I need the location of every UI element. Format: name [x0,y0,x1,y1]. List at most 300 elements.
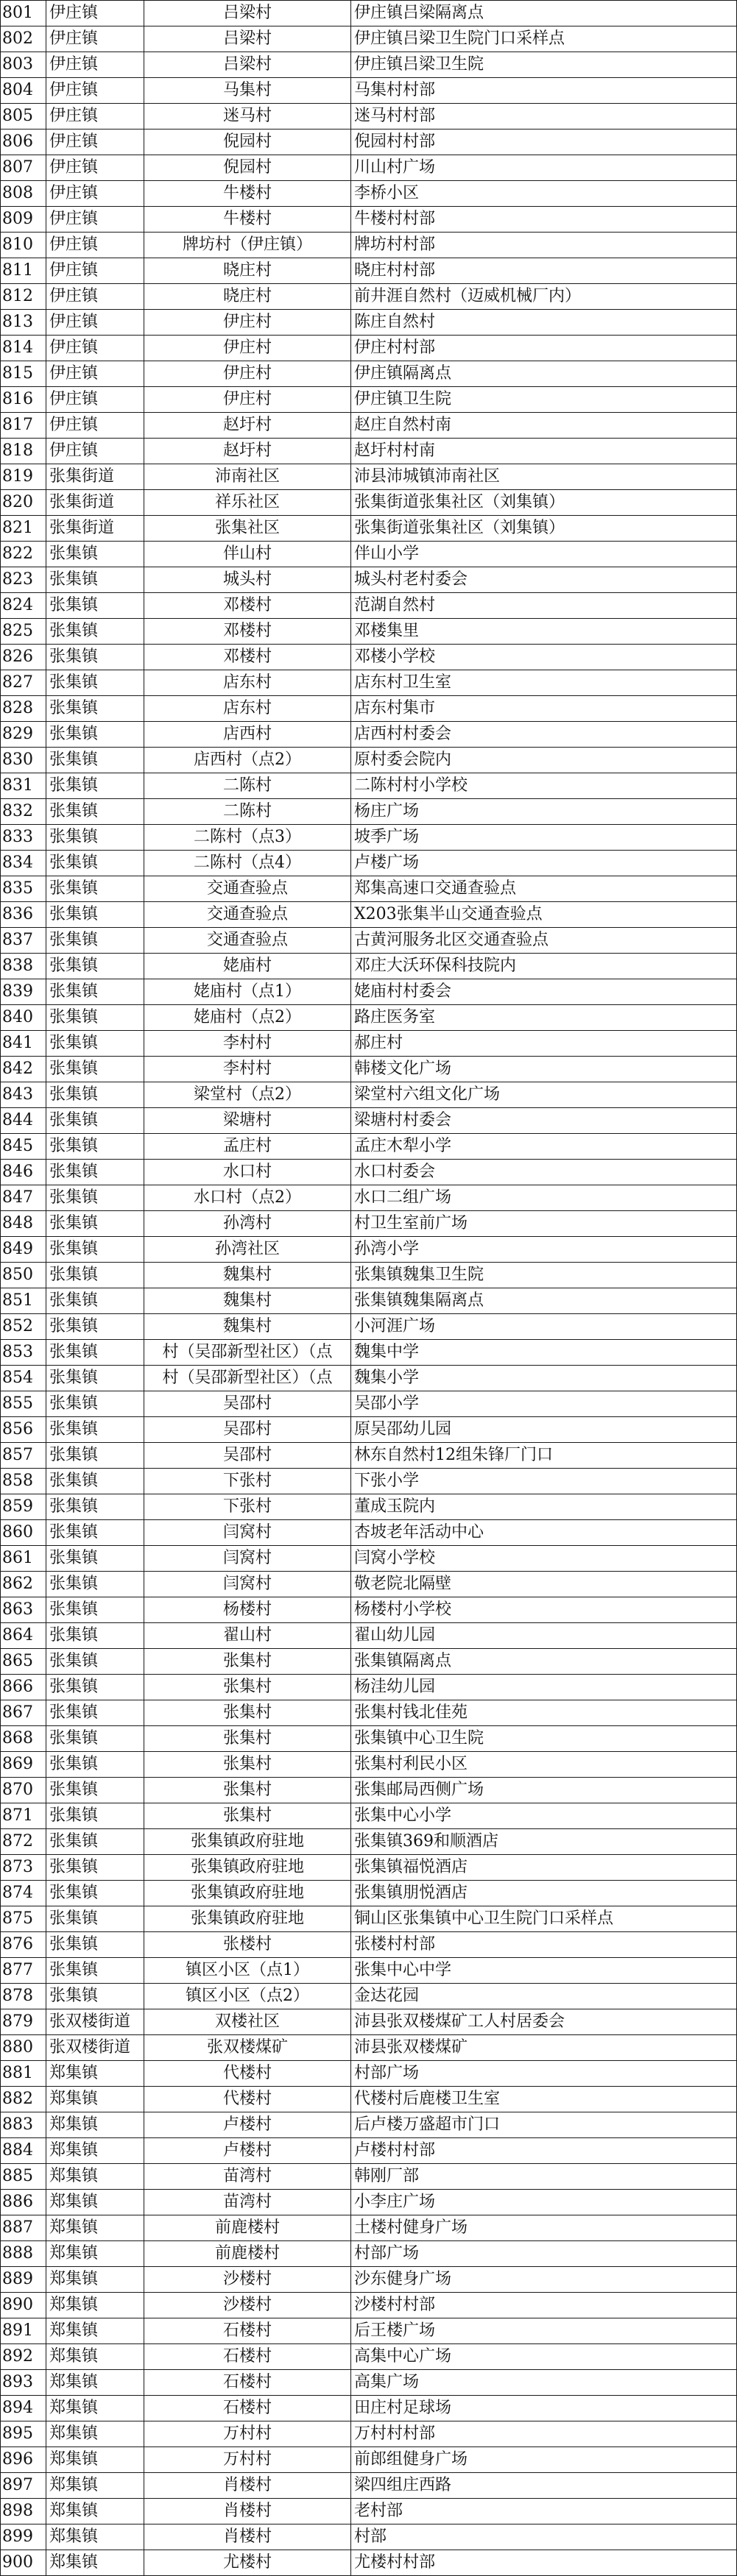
town-cell: 张集镇 [46,876,144,902]
village-cell: 梁堂村（点2） [144,1082,351,1108]
village-cell: 牌坊村（伊庄镇） [144,233,351,258]
row-number: 886 [1,2190,46,2215]
row-number: 887 [1,2215,46,2241]
table-row [1,1185,737,1211]
town-cell: 郑集镇 [46,2370,144,2396]
village-cell: 姥庙村 [144,954,351,979]
village-cell: 交通查验点 [144,876,351,902]
site-cell: 伊庄镇吕梁卫生院 [351,52,737,78]
table-row [1,1906,737,1932]
table-row [1,2524,737,2550]
town-cell: 张集镇 [46,902,144,928]
row-number: 894 [1,2396,46,2421]
table-row [1,1443,737,1469]
table-row [1,1700,737,1726]
village-cell: 前鹿楼村 [144,2241,351,2267]
village-cell: 杨楼村 [144,1597,351,1623]
town-cell: 张集镇 [46,696,144,722]
site-cell: 迷马村村部 [351,104,737,129]
village-cell: 张集村 [144,1803,351,1829]
site-cell: 二陈村村小学校 [351,773,737,799]
site-cell: 土楼村健身广场 [351,2215,737,2241]
town-cell: 郑集镇 [46,2447,144,2473]
table-row [1,722,737,748]
site-cell: 下张小学 [351,1469,737,1494]
village-cell: 张集镇政府驻地 [144,1855,351,1881]
row-number: 900 [1,2550,46,2576]
row-number: 803 [1,52,46,78]
table-row [1,1572,737,1597]
town-cell: 张集镇 [46,1082,144,1108]
table-row [1,464,737,490]
table-row [1,1546,737,1572]
site-cell: 沙东健身广场 [351,2267,737,2293]
row-number: 872 [1,1829,46,1855]
site-cell: 卢楼村村部 [351,2138,737,2164]
site-cell: 万村村村部 [351,2421,737,2447]
row-number: 863 [1,1597,46,1623]
row-number: 895 [1,2421,46,2447]
table-row [1,1082,737,1108]
village-cell: 前鹿楼村 [144,2215,351,2241]
row-number: 884 [1,2138,46,2164]
village-cell: 店西村 [144,722,351,748]
town-cell: 张集镇 [46,567,144,593]
site-cell: 水口二组广场 [351,1185,737,1211]
table-row [1,2396,737,2421]
table-row [1,387,737,413]
town-cell: 郑集镇 [46,2190,144,2215]
village-cell: 邓楼村 [144,619,351,645]
table-row [1,2190,737,2215]
town-cell: 伊庄镇 [46,181,144,207]
table-row [1,567,737,593]
village-cell: 沙楼村 [144,2267,351,2293]
row-number: 862 [1,1572,46,1597]
town-cell: 张集镇 [46,1700,144,1726]
row-number: 830 [1,748,46,773]
row-number: 805 [1,104,46,129]
table-row [1,207,737,233]
row-number: 822 [1,542,46,567]
table-row [1,104,737,129]
table-row [1,1237,737,1263]
table-row [1,1984,737,2009]
row-number: 847 [1,1185,46,1211]
row-number: 875 [1,1906,46,1932]
row-number: 853 [1,1340,46,1366]
town-cell: 伊庄镇 [46,336,144,361]
row-number: 815 [1,361,46,387]
table-row [1,954,737,979]
row-number: 834 [1,851,46,876]
town-cell: 张集镇 [46,1005,144,1031]
village-cell: 交通查验点 [144,902,351,928]
site-cell: 村卫生室前广场 [351,1211,737,1237]
site-cell: 郝庄村 [351,1031,737,1057]
site-cell: 张集镇中心卫生院 [351,1726,737,1752]
site-cell: 张集邮局西侧广场 [351,1778,737,1803]
row-number: 890 [1,2293,46,2318]
site-cell: 牛楼村村部 [351,207,737,233]
row-number: 801 [1,1,46,26]
site-cell: 孙湾小学 [351,1237,737,1263]
town-cell: 伊庄镇 [46,1,144,26]
row-number: 840 [1,1005,46,1031]
town-cell: 郑集镇 [46,2550,144,2576]
row-number: 811 [1,258,46,284]
village-cell: 吕梁村 [144,26,351,52]
site-cell: 小河涯广场 [351,1314,737,1340]
village-cell: 孙湾村 [144,1211,351,1237]
town-cell: 张集镇 [46,1340,144,1366]
site-cell: 后王楼广场 [351,2318,737,2344]
town-cell: 张集镇 [46,1829,144,1855]
table-row [1,1005,737,1031]
table-row [1,1314,737,1340]
site-cell: 马集村村部 [351,78,737,104]
town-cell: 张集镇 [46,1366,144,1391]
table-row [1,876,737,902]
town-cell: 张集镇 [46,1443,144,1469]
row-number: 823 [1,567,46,593]
town-cell: 张集镇 [46,1494,144,1520]
table-row [1,78,737,104]
row-number: 843 [1,1082,46,1108]
site-cell: X203张集半山交通查验点 [351,902,737,928]
site-cell: 尤楼村村部 [351,2550,737,2576]
table-row [1,1366,737,1391]
table-row [1,2164,737,2190]
row-number: 865 [1,1649,46,1675]
table-row [1,1855,737,1881]
table-row [1,2550,737,2576]
town-cell: 伊庄镇 [46,129,144,155]
row-number: 842 [1,1057,46,1082]
row-number: 818 [1,439,46,464]
village-cell: 张集村 [144,1700,351,1726]
row-number: 810 [1,233,46,258]
site-cell: 闫窝小学校 [351,1546,737,1572]
row-number: 861 [1,1546,46,1572]
table-row [1,2241,737,2267]
village-cell: 城头村 [144,567,351,593]
table-row [1,1417,737,1443]
village-cell: 伊庄村 [144,310,351,336]
town-cell: 郑集镇 [46,2215,144,2241]
row-number: 860 [1,1520,46,1546]
table-row [1,696,737,722]
village-cell: 梁塘村 [144,1108,351,1134]
site-cell: 张集镇隔离点 [351,1649,737,1675]
table-row [1,1211,737,1237]
site-cell: 翟山幼儿园 [351,1623,737,1649]
village-cell: 镇区小区（点1） [144,1958,351,1984]
site-cell: 魏集中学 [351,1340,737,1366]
village-cell: 店东村 [144,696,351,722]
town-cell: 郑集镇 [46,2344,144,2370]
table-row [1,155,737,181]
site-cell: 张集村钱北佳苑 [351,1700,737,1726]
town-cell: 张集镇 [46,1778,144,1803]
town-cell: 张集镇 [46,1031,144,1057]
village-cell: 祥乐社区 [144,490,351,516]
village-cell: 张集社区 [144,516,351,542]
row-number: 821 [1,516,46,542]
table-row [1,1134,737,1160]
site-cell: 沙楼村村部 [351,2293,737,2318]
site-cell: 前郎组健身广场 [351,2447,737,2473]
site-cell: 老村部 [351,2499,737,2524]
row-number: 878 [1,1984,46,2009]
town-cell: 张集镇 [46,748,144,773]
site-cell: 梁塘村村委会 [351,1108,737,1134]
village-cell: 石楼村 [144,2370,351,2396]
row-number: 832 [1,799,46,825]
row-number: 854 [1,1366,46,1391]
site-cell: 村部广场 [351,2061,737,2087]
village-cell: 沙楼村 [144,2293,351,2318]
row-number: 883 [1,2112,46,2138]
row-number: 891 [1,2318,46,2344]
table-row [1,2035,737,2061]
site-cell: 林东自然村12组朱锋厂门口 [351,1443,737,1469]
town-cell: 张集镇 [46,1906,144,1932]
row-number: 873 [1,1855,46,1881]
village-cell: 店西村（点2） [144,748,351,773]
village-cell: 吴邵村 [144,1391,351,1417]
table-row [1,1288,737,1314]
village-cell: 伊庄村 [144,336,351,361]
table-row [1,1597,737,1623]
site-cell: 邓楼小学校 [351,645,737,670]
row-number: 864 [1,1623,46,1649]
site-cell: 魏集小学 [351,1366,737,1391]
village-cell: 闫窝村 [144,1546,351,1572]
row-number: 824 [1,593,46,619]
row-number: 809 [1,207,46,233]
row-number: 820 [1,490,46,516]
site-cell: 张集街道张集社区（刘集镇） [351,490,737,516]
village-cell: 吕梁村 [144,52,351,78]
village-cell: 店东村 [144,670,351,696]
table-row [1,1881,737,1906]
row-number: 802 [1,26,46,52]
row-number: 851 [1,1288,46,1314]
row-number: 879 [1,2009,46,2035]
town-cell: 张集镇 [46,928,144,954]
site-cell: 张集村利民小区 [351,1752,737,1778]
row-number: 870 [1,1778,46,1803]
town-cell: 张集镇 [46,1417,144,1443]
row-number: 808 [1,181,46,207]
village-cell: 迷马村 [144,104,351,129]
village-cell: 伴山村 [144,542,351,567]
site-cell: 后卢楼万盛超市门口 [351,2112,737,2138]
village-cell: 李村村 [144,1031,351,1057]
site-cell: 路庄医务室 [351,1005,737,1031]
table-row [1,233,737,258]
village-cell: 吴邵村 [144,1417,351,1443]
site-cell: 伊庄镇隔离点 [351,361,737,387]
village-cell: 吕梁村 [144,1,351,26]
town-cell: 张集镇 [46,1803,144,1829]
village-cell: 张集村 [144,1778,351,1803]
town-cell: 张集镇 [46,1185,144,1211]
table-row [1,542,737,567]
table-row [1,1829,737,1855]
row-number: 869 [1,1752,46,1778]
town-cell: 张集镇 [46,1546,144,1572]
table-row [1,1726,737,1752]
row-number: 828 [1,696,46,722]
site-cell: 城头村老村委会 [351,567,737,593]
village-cell: 倪园村 [144,155,351,181]
site-cell: 赵庄自然村南 [351,413,737,439]
table-row [1,1057,737,1082]
site-cell: 店西村村委会 [351,722,737,748]
row-number: 825 [1,619,46,645]
site-cell: 杨洼幼儿园 [351,1675,737,1700]
town-cell: 张集镇 [46,1134,144,1160]
row-number: 846 [1,1160,46,1185]
village-cell: 肖楼村 [144,2524,351,2550]
row-number: 850 [1,1263,46,1288]
row-number: 839 [1,979,46,1005]
town-cell: 张集镇 [46,1649,144,1675]
row-number: 876 [1,1932,46,1958]
site-cell: 韩刚厂部 [351,2164,737,2190]
row-number: 892 [1,2344,46,2370]
site-cell: 陈庄自然村 [351,310,737,336]
site-cell: 郑集高速口交通查验点 [351,876,737,902]
village-cell: 尤楼村 [144,2550,351,2576]
site-cell: 吴邵小学 [351,1391,737,1417]
village-cell: 双楼社区 [144,2009,351,2035]
row-number: 844 [1,1108,46,1134]
site-cell: 邓楼集里 [351,619,737,645]
town-cell: 张集镇 [46,799,144,825]
town-cell: 郑集镇 [46,2112,144,2138]
village-cell: 赵圩村 [144,413,351,439]
table-row [1,2447,737,2473]
row-number: 838 [1,954,46,979]
table-row [1,26,737,52]
village-cell: 代楼村 [144,2061,351,2087]
site-cell: 孟庄木犁小学 [351,1134,737,1160]
town-cell: 张集镇 [46,1469,144,1494]
table-row [1,1263,737,1288]
site-cell: 村部广场 [351,2241,737,2267]
row-number: 812 [1,284,46,310]
town-cell: 张集街道 [46,516,144,542]
village-cell: 张集村 [144,1675,351,1700]
row-number: 814 [1,336,46,361]
site-cell: 伊庄镇吕梁卫生院门口采样点 [351,26,737,52]
town-cell: 郑集镇 [46,2267,144,2293]
village-cell: 万村村 [144,2447,351,2473]
row-number: 848 [1,1211,46,1237]
village-cell: 马集村 [144,78,351,104]
town-cell: 张集镇 [46,1752,144,1778]
village-cell: 伊庄村 [144,387,351,413]
table-row [1,413,737,439]
table-row [1,2473,737,2499]
village-cell: 晓庄村 [144,284,351,310]
table-row [1,2009,737,2035]
town-cell: 伊庄镇 [46,310,144,336]
row-number: 893 [1,2370,46,2396]
village-cell: 张集村 [144,1752,351,1778]
site-cell: 张集镇朋悦酒店 [351,1881,737,1906]
town-cell: 伊庄镇 [46,361,144,387]
table-row [1,516,737,542]
row-number: 807 [1,155,46,181]
town-cell: 张集镇 [46,1160,144,1185]
site-cell: 晓庄村村部 [351,258,737,284]
row-number: 829 [1,722,46,748]
town-cell: 张集镇 [46,1597,144,1623]
town-cell: 张集镇 [46,1932,144,1958]
town-cell: 郑集镇 [46,2473,144,2499]
table-row [1,670,737,696]
town-cell: 郑集镇 [46,2421,144,2447]
table-row [1,619,737,645]
table-row [1,593,737,619]
row-number: 888 [1,2241,46,2267]
town-cell: 张集镇 [46,1572,144,1597]
site-cell: 张楼村村部 [351,1932,737,1958]
row-number: 874 [1,1881,46,1906]
site-cell: 田庄村足球场 [351,2396,737,2421]
site-cell: 张集镇魏集隔离点 [351,1288,737,1314]
village-cell: 翟山村 [144,1623,351,1649]
table-row [1,490,737,516]
table-row [1,799,737,825]
table-row [1,1932,737,1958]
town-cell: 张集镇 [46,1211,144,1237]
row-number: 833 [1,825,46,851]
table-row [1,825,737,851]
village-cell: 下张村 [144,1494,351,1520]
row-number: 845 [1,1134,46,1160]
town-cell: 张集镇 [46,1237,144,1263]
site-cell: 店东村卫生室 [351,670,737,696]
village-cell: 二陈村（点4） [144,851,351,876]
village-cell: 卢楼村 [144,2138,351,2164]
town-cell: 郑集镇 [46,2087,144,2112]
table-row [1,773,737,799]
table-row [1,928,737,954]
site-cell: 伊庄镇吕梁隔离点 [351,1,737,26]
site-cell: 金达花园 [351,1984,737,2009]
site-cell: 伊庄镇卫生院 [351,387,737,413]
table-row [1,258,737,284]
town-cell: 张集镇 [46,1984,144,2009]
town-cell: 张双楼街道 [46,2035,144,2061]
site-cell: 原吴邵幼儿园 [351,1417,737,1443]
site-cell: 沛县张双楼煤矿 [351,2035,737,2061]
row-number: 859 [1,1494,46,1520]
table-row [1,851,737,876]
village-cell: 代楼村 [144,2087,351,2112]
site-cell: 张集镇369和顺酒店 [351,1829,737,1855]
town-cell: 郑集镇 [46,2061,144,2087]
site-cell: 坡季广场 [351,825,737,851]
village-cell: 牛楼村 [144,207,351,233]
site-cell: 沛县沛城镇沛南社区 [351,464,737,490]
row-number: 827 [1,670,46,696]
